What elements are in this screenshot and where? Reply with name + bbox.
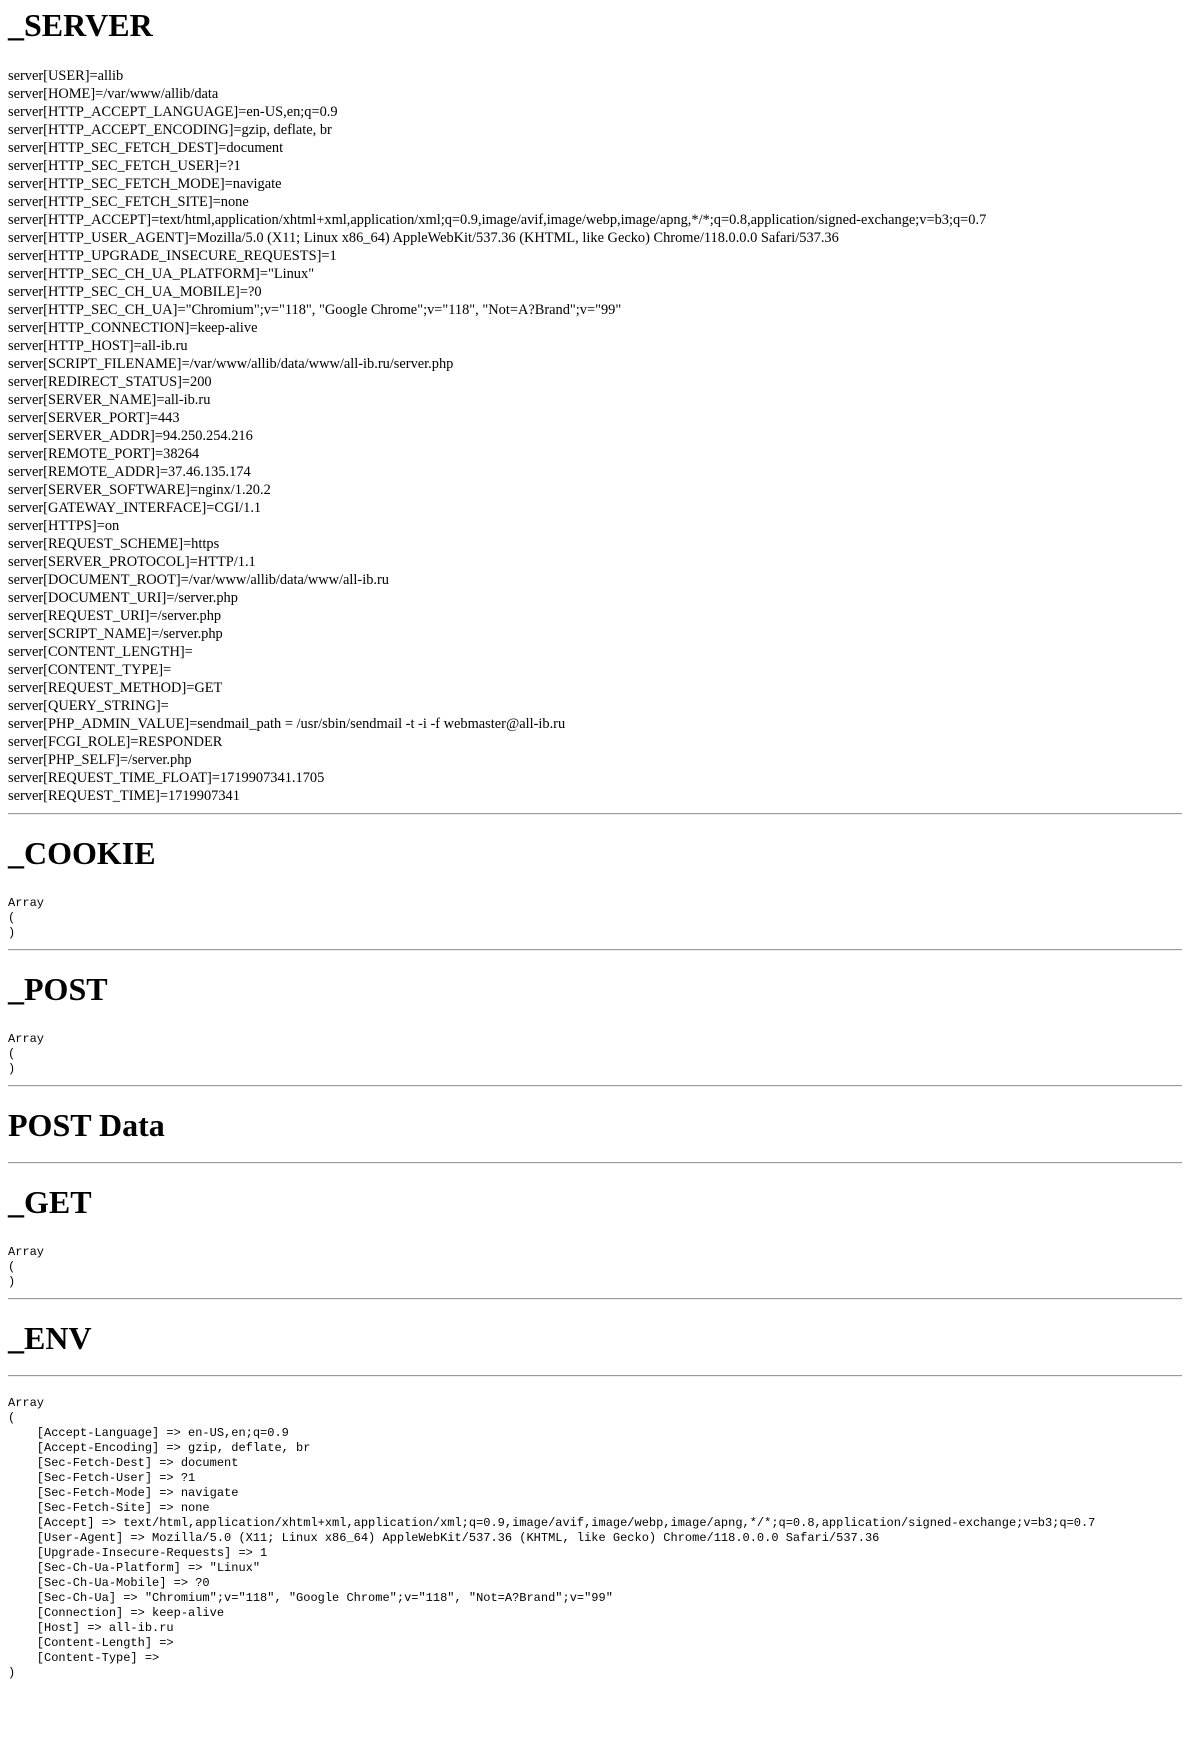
post-data-heading: POST Data [8,1107,165,1143]
server-line: server[HTTP_SEC_FETCH_USER]=?1 [8,158,241,174]
cookie-heading: _COOKIE [8,835,156,871]
server-line: server[REQUEST_SCHEME]=https [8,536,220,552]
post-heading: _POST [8,971,108,1007]
server-variable-list [8,67,1182,805]
server-line: server[HTTP_ACCEPT]=text/html,application/xhtml+xml,application/xml;q=0.9,image/avif,image/webp,image/apng,*/*;q=0.8,application/signed-exchange;v=b3;q=0.7 [8,212,987,228]
server-line: server[REMOTE_PORT]=38264 [8,446,200,462]
server-line: server[REQUEST_TIME_FLOAT]=1719907341.1705 [8,770,325,786]
section-divider [8,1085,1182,1087]
server-line: server[REQUEST_URI]=/server.php [8,608,222,624]
section-divider [8,949,1182,951]
server-line: server[PHP_SELF]=/server.php [8,752,192,768]
server-line: server[SERVER_SOFTWARE]=nginx/1.20.2 [8,482,271,498]
env-dump: Array ( [Accept-Language] => en-US,en;q=0.9 [Accept-Encoding] => gzip, deflate, br [Sec-Fetch-Dest] => document [Sec-Fetch-User] => ?1 [Sec-Fetch-Mode] => navigate [Sec-Fetch-Site] => none [Accept] => text/html,application/xhtml+xml,application/xml;q=0.9,image/avif,image/webp,image/apng,*/*;q=0.8,application/signed-exchange;v=b3;q=0.7 [User-Agent] => Mozilla/5.0 (X11; Linux x86_64) AppleWebKit/537.36 (KHTML, like Gecko) Chrome/118.0.0.0 Safari/537.36 [Upgrade-Insecure-Requests] => 1 [Sec-Ch-Ua-Platform] => "Linux" [Sec-Ch-Ua-Mobile] => ?0 [Sec-Ch-Ua] => "Chromium";v="118", "Google Chrome";v="118", "Not=A?Brand";v="99" [Connection] => keep-alive [Host] => all-ib.ru [Content-Length] => [Content-Type] => ) [8,1396,1096,1680]
server-line: server[DOCUMENT_ROOT]=/var/www/allib/data/www/all-ib.ru [8,572,389,588]
server-line: server[REQUEST_METHOD]=GET [8,680,223,696]
get-heading: _GET [8,1184,92,1220]
server-line: server[HOME]=/var/www/allib/data [8,86,219,102]
server-line: server[HTTPS]=on [8,518,120,534]
section-divider [8,1162,1182,1164]
server-line: server[CONTENT_LENGTH]= [8,644,193,660]
section-divider [8,813,1182,815]
server-line: server[HTTP_HOST]=all-ib.ru [8,338,188,354]
server-line: server[CONTENT_TYPE]= [8,662,172,678]
server-line: server[REMOTE_ADDR]=37.46.135.174 [8,464,251,480]
server-line: server[HTTP_ACCEPT_ENCODING]=gzip, deflate, br [8,122,332,138]
get-dump: Array ( ) [8,1245,45,1289]
server-line: server[HTTP_UPGRADE_INSECURE_REQUESTS]=1 [8,248,337,264]
server-line: server[FCGI_ROLE]=RESPONDER [8,734,223,750]
env-heading: _ENV [8,1320,92,1356]
server-line: server[PHP_ADMIN_VALUE]=sendmail_path = /usr/sbin/sendmail -t -i -f webmaster@all-ib.ru [8,716,566,732]
section-divider [8,1375,1182,1377]
server-line: server[HTTP_SEC_FETCH_MODE]=navigate [8,176,282,192]
server-line: server[HTTP_ACCEPT_LANGUAGE]=en-US,en;q=0.9 [8,104,338,120]
server-line: server[SERVER_PORT]=443 [8,410,180,426]
section-divider [8,1298,1182,1300]
server-line: server[SERVER_PROTOCOL]=HTTP/1.1 [8,554,256,570]
server-heading: _SERVER [8,7,153,43]
server-line: server[SERVER_NAME]=all-ib.ru [8,392,211,408]
server-line: server[REDIRECT_STATUS]=200 [8,374,212,390]
server-line: server[HTTP_SEC_FETCH_DEST]=document [8,140,284,156]
server-line: server[HTTP_SEC_CH_UA]="Chromium";v="118", "Google Chrome";v="118", "Not=A?Brand";v="99" [8,302,622,318]
server-line: server[GATEWAY_INTERFACE]=CGI/1.1 [8,500,262,516]
cookie-dump: Array ( ) [8,896,45,940]
server-line: server[QUERY_STRING]= [8,698,169,714]
server-line: server[HTTP_SEC_FETCH_SITE]=none [8,194,249,210]
server-line: server[DOCUMENT_URI]=/server.php [8,590,238,606]
server-line: server[SCRIPT_NAME]=/server.php [8,626,223,642]
server-line: server[HTTP_CONNECTION]=keep-alive [8,320,258,336]
server-line: server[HTTP_USER_AGENT]=Mozilla/5.0 (X11; Linux x86_64) AppleWebKit/537.36 (KHTML, like Gecko) Chrome/118.0.0.0 Safari/537.36 [8,230,839,246]
server-line: server[SERVER_ADDR]=94.250.254.216 [8,428,253,444]
server-line: server[SCRIPT_FILENAME]=/var/www/allib/data/www/all-ib.ru/server.php [8,356,454,372]
post-dump: Array ( ) [8,1032,45,1076]
server-line: server[REQUEST_TIME]=1719907341 [8,788,240,804]
server-line: server[USER]=allib [8,68,124,84]
server-line: server[HTTP_SEC_CH_UA_MOBILE]=?0 [8,284,262,300]
server-line: server[HTTP_SEC_CH_UA_PLATFORM]="Linux" [8,266,315,282]
